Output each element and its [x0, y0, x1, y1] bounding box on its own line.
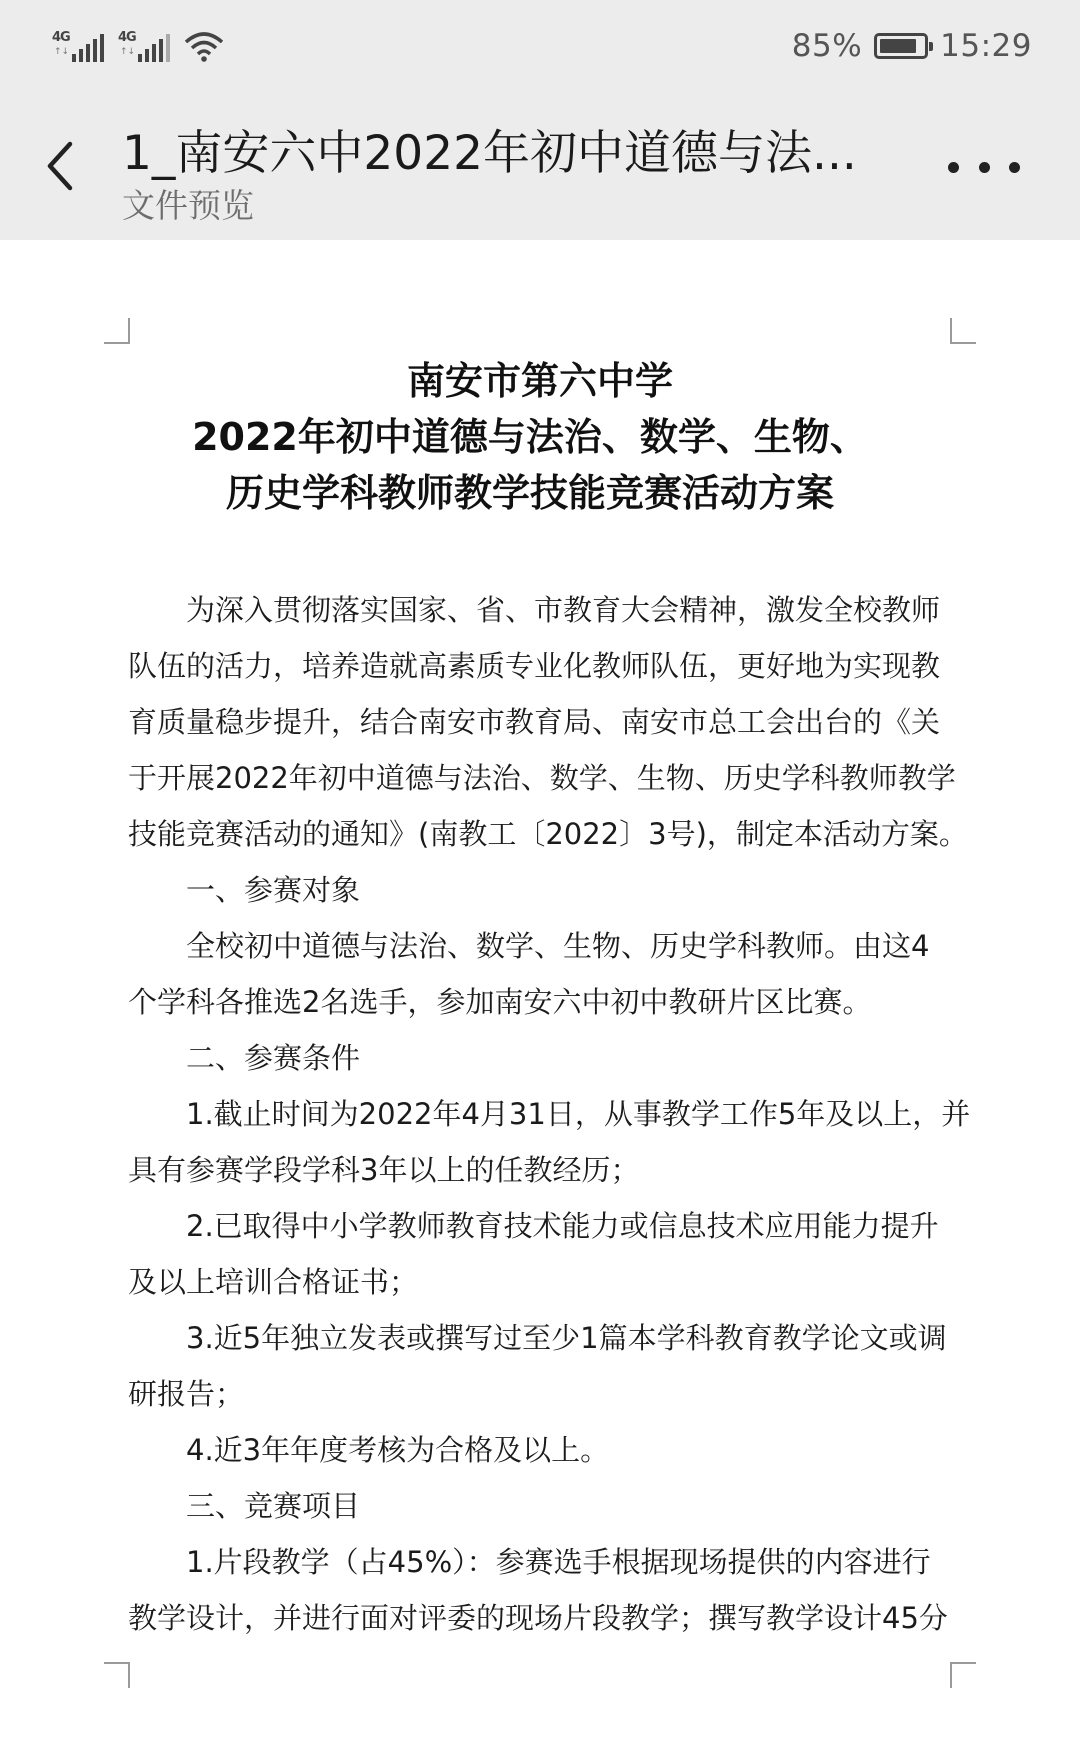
page-corner-mark: [950, 1662, 976, 1688]
status-bar: [0, 0, 1080, 96]
section-heading: 一、参赛对象: [186, 873, 361, 907]
app-bar: [0, 96, 1080, 240]
more-icon[interactable]: [948, 142, 1020, 192]
document-title-line: 南安市第六中学: [406, 359, 673, 403]
body-line: 全校初中道德与法治、数学、生物、历史学科教师。由这4: [186, 929, 930, 963]
body-line: 1.截止时间为2022年4月31日，从事教学工作5年及以上，并: [186, 1097, 971, 1131]
document-title-line: 2022年初中道德与法治、数学、生物、: [192, 415, 868, 459]
page-corner-mark: [950, 318, 976, 344]
body-line: 4.近3年年度考核为合格及以上。: [186, 1433, 610, 1467]
document-title-line: 历史学科教师教学技能竞赛活动方案: [225, 471, 834, 515]
body-line: 为深入贯彻落实国家、省、市教育大会精神，激发全校教师: [186, 593, 941, 627]
network-type-2: 4G: [118, 30, 136, 45]
section-heading: 二、参赛条件: [186, 1041, 361, 1075]
network-type-1: 4G: [52, 30, 70, 45]
body-line: 育质量稳步提升，结合南安市教育局、南安市总工会出台的《关: [128, 705, 941, 739]
page-corner-mark: [104, 1662, 130, 1688]
body-line: 及以上培训合格证书；: [128, 1265, 419, 1299]
body-line: 于开展2022年初中道德与法治、数学、生物、历史学科教师教学: [128, 761, 956, 795]
body-line: 技能竞赛活动的通知》(南教工〔2022〕3号)，制定本活动方案。: [128, 817, 968, 851]
body-line: 队伍的活力，培养造就高素质专业化教师队伍，更好地为实现教: [128, 649, 941, 683]
status-right: [792, 28, 1032, 64]
page-corner-mark: [104, 318, 130, 344]
clock: 15:29: [940, 28, 1032, 64]
battery-percent: 85%: [791, 28, 863, 64]
page-subtitle: 文件预览: [122, 186, 254, 225]
body-line: 2.已取得中小学教师教育技术能力或信息技术应用能力提升: [186, 1209, 939, 1243]
battery-icon: [874, 33, 928, 59]
body-line: 具有参赛学段学科3年以上的任教经历；: [128, 1153, 640, 1187]
section-heading: 三、竞赛项目: [186, 1489, 361, 1523]
back-arrow-icon[interactable]: [40, 136, 84, 196]
body-line: 3.近5年独立发表或撰写过至少1篇本学科教育教学论文或调: [186, 1321, 947, 1355]
page-title: 1_南安六中2022年初中道德与法...: [122, 126, 857, 181]
body-line: 1.片段教学（占45%）：参赛选手根据现场提供的内容进行: [186, 1545, 931, 1579]
body-line: 研报告；: [128, 1377, 245, 1411]
body-line: 教学设计，并进行面对评委的现场片段教学；撰写教学设计45分: [128, 1601, 948, 1635]
body-line: 个学科各推选2名选手，参加南安六中初中教研片区比赛。: [128, 985, 872, 1019]
wifi-icon: [184, 30, 224, 62]
status-left: [52, 30, 224, 62]
signal-icon: 4G ↑↓: [118, 30, 170, 62]
signal-icon: 4G ↑↓: [52, 30, 104, 62]
